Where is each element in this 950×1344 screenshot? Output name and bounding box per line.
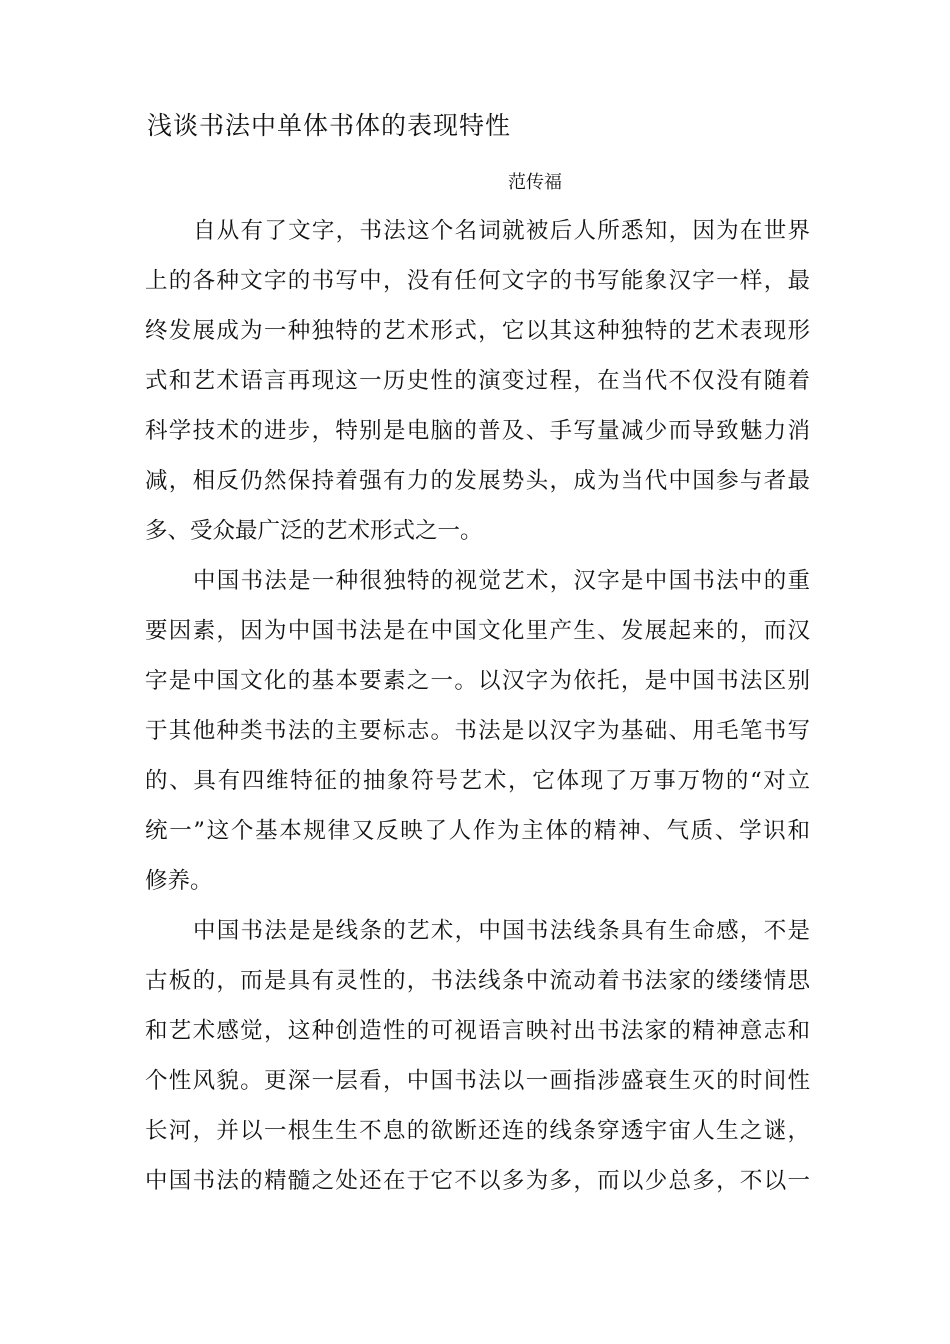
paragraph-3 [145, 906, 810, 1206]
paragraph-2 [145, 556, 810, 906]
text-line: 要因素，因为中国书法是在中国文化里产生、发展起来的，而汉 [145, 618, 810, 644]
text-line: 自从有了文字，书法这个名词就被后人所悉知，因为在世界 [193, 218, 810, 244]
document-title: 浅谈书法中单体书体的表现特性 [147, 111, 512, 140]
text-line: 统一”这个基本规律又反映了人作为主体的精神、气质、学识和 [145, 818, 810, 844]
text-line: 上的各种文字的书写中，没有任何文字的书写能象汉字一样，最 [145, 268, 810, 294]
text-line: 字是中国文化的基本要素之一。以汉字为依托，是中国书法区别 [145, 668, 810, 694]
text-line: 长河，并以一根生生不息的欲断还连的线条穿透宇宙人生之谜， [145, 1118, 810, 1144]
text-line: 的、具有四维特征的抽象符号艺术，它体现了万事万物的“对立 [145, 768, 810, 794]
text-line: 中国书法是一种很独特的视觉艺术，汉字是中国书法中的重 [193, 568, 810, 594]
text-line: 科学技术的进步，特别是电脑的普及、手写量减少而导致魅力消 [145, 418, 810, 444]
text-line: 修养。 [145, 868, 213, 894]
text-line: 个性风貌。更深一层看，中国书法以一画指涉盛衰生灭的时间性 [145, 1068, 810, 1094]
author-name: 范传福 [508, 172, 562, 193]
paragraph-1 [145, 206, 810, 556]
text-line: 古板的，而是具有灵性的，书法线条中流动着书法家的缕缕情思 [145, 968, 810, 994]
text-line: 终发展成为一种独特的艺术形式，它以其这种独特的艺术表现形 [145, 318, 810, 344]
text-line: 减，相反仍然保持着强有力的发展势头，成为当代中国参与者最 [145, 468, 810, 494]
text-line: 中国书法的精髓之处还在于它不以多为多，而以少总多，不以一 [145, 1168, 810, 1194]
document-body [145, 206, 810, 1206]
text-line: 和艺术感觉，这种创造性的可视语言映衬出书法家的精神意志和 [145, 1018, 810, 1044]
text-line: 多、受众最广泛的艺术形式之一。 [145, 518, 483, 544]
text-line: 中国书法是是线条的艺术，中国书法线条具有生命感，不是 [193, 918, 810, 944]
text-line: 于其他种类书法的主要标志。书法是以汉字为基础、用毛笔书写 [145, 718, 810, 744]
text-line: 式和艺术语言再现这一历史性的演变过程，在当代不仅没有随着 [145, 368, 810, 394]
